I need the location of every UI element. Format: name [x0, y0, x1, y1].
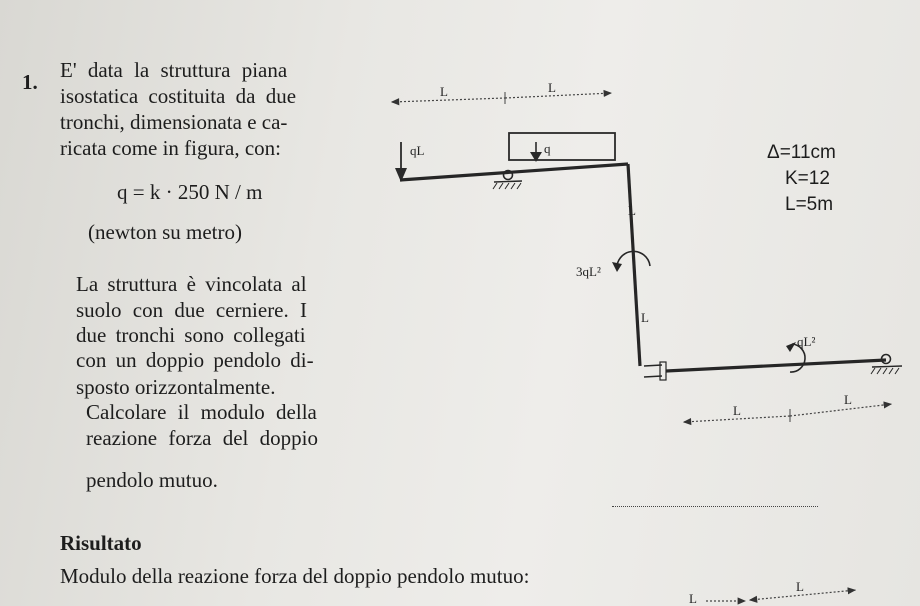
distributed-load-box [509, 133, 615, 160]
double-pendulum-link [644, 362, 666, 380]
para2-line-5: sposto orizzontalmente. [76, 375, 276, 399]
para2-line-1: La struttura è vincolata al [76, 272, 307, 296]
qL-label: qL [410, 143, 425, 158]
given-K: K=12 [785, 168, 830, 189]
given-delta: Δ=11cm [767, 142, 836, 163]
problem-line-2: isostatica costituita da due [60, 84, 297, 108]
result-question: Modulo della reazione forza del doppio pendolo mutuo: [60, 564, 530, 588]
para2-line-6: Calcolare il modulo della [86, 400, 317, 424]
dim-label-col-1: L [628, 203, 636, 218]
upper-beam [400, 164, 628, 180]
moment-3qL2-label: 3qL² [576, 264, 601, 279]
para2-line-7: reazione forza del doppio [86, 426, 318, 450]
dim-label-top-1: L [440, 84, 448, 99]
dim-label-col-2: L [641, 310, 649, 325]
dim-label-next-2: L [796, 579, 804, 594]
given-L: L=5m [785, 194, 834, 215]
problem-line-4: ricata come in figura, con: [60, 136, 281, 160]
dim-label-top-2: L [548, 80, 556, 95]
dimension-next-problem [706, 590, 856, 601]
result-heading: Risultato [60, 531, 142, 555]
para2-line-4: con un doppio pendolo di- [76, 348, 314, 372]
dimension-top [392, 92, 612, 104]
load-formula: q = k · 250 N / m [117, 180, 263, 204]
problem-line-1: E' data la struttura piana [60, 58, 288, 82]
vertical-column [628, 164, 640, 366]
dimension-bottom [684, 404, 892, 422]
q-label: q [544, 141, 551, 156]
dim-label-bottom-2: L [844, 392, 852, 407]
problem-line-3: tronchi, dimensionata e ca- [60, 110, 288, 134]
moment-qL2-label: qL² [797, 334, 816, 349]
dim-label-next-1: L [689, 591, 697, 606]
para2-line-8: pendolo mutuo. [86, 468, 218, 492]
problem-number: 1. [22, 70, 38, 94]
lower-beam [666, 360, 886, 371]
para2-line-3: due tronchi sono collegati [76, 323, 306, 347]
para2-line-2: suolo con due cerniere. I [76, 298, 307, 322]
dim-label-bottom-1: L [733, 403, 741, 418]
unit-note: (newton su metro) [88, 220, 242, 244]
